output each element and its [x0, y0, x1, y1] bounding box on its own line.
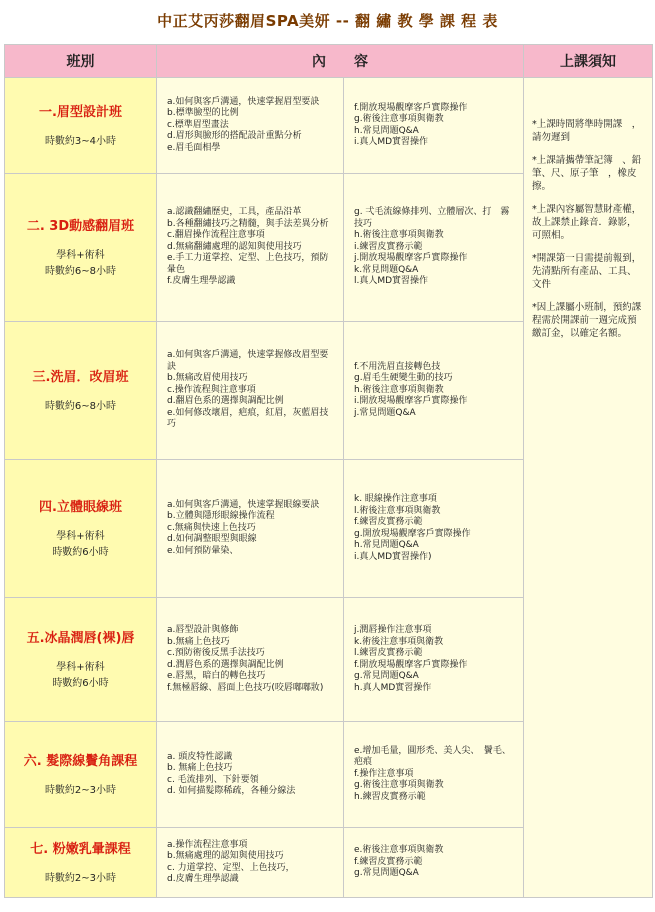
course-hours: 時數約6~8小時: [44, 401, 117, 412]
course-content-left: [157, 322, 344, 460]
course-name: 五.冰晶潤唇(裸)唇: [26, 631, 135, 646]
page-title: 中正艾丙莎翻眉SPA美妍 -- 翻 繡 教 學 課 程 表: [157, 12, 498, 30]
content-item: a.如何與客戶溝通，快速掌握眉型要訣: [167, 96, 320, 107]
content-item: b.無痛處理的認知與使用技巧: [167, 851, 284, 861]
content-item: j.常見問題Q&A: [354, 407, 416, 418]
content-item: b. 無痛上色技巧: [167, 763, 233, 773]
content-item: d.無痛翻繡處理的認知與使用技巧: [167, 241, 302, 252]
content-item: f.開放現場觀摩客戶實際操作: [354, 102, 468, 113]
course-content-right: [344, 322, 524, 460]
content-item: d.皮膚生理學認識: [167, 874, 239, 884]
content-item: d. 如何描髮際稀疏，各種分線法: [167, 786, 296, 796]
course-class-cell: [5, 78, 157, 174]
note-item: *因上課屬小班制，預約課程需於開課前一週完成預繳訂金，以確定名額。: [532, 302, 642, 339]
header-class: 班別: [5, 45, 157, 78]
course-name: 七. 粉嫩乳暈課程: [30, 842, 131, 857]
content-item: f.無極唇線、唇面上色技巧(咬唇嘟嘟妝): [167, 682, 324, 693]
content-item: g.常見問題Q&A: [354, 868, 419, 879]
content-item: h.練習皮實務示範: [354, 791, 426, 802]
course-class-cell: [5, 598, 157, 722]
note-item: *開課第一日需提前報到，先清點所有產品、工具、文件: [532, 253, 642, 290]
content-item: k. 眼線操作注意事項: [354, 494, 437, 504]
notes-cell: [524, 78, 653, 898]
course-name: 三.洗眉．改眉班: [32, 370, 129, 385]
content-item: a.唇型設計與修飾: [167, 625, 239, 635]
course-content-left: [157, 722, 344, 828]
content-item: c. 力道掌控、定型、上色技巧，: [167, 862, 295, 873]
content-item: g.術後注意事項與衛教: [354, 114, 444, 124]
content-item: e.如何修改壞眉，疤痕，紅眉，灰藍眉技巧: [167, 407, 329, 430]
content-item: l.真人MD實習操作: [354, 276, 429, 287]
course-content-right: [344, 78, 524, 174]
content-item: g. 弌毛流線條排列、立體層次、打 霧技巧: [354, 207, 510, 229]
content-item: d.潤唇色系的選擇與調配比例: [167, 659, 284, 670]
content-item: k.術後注意事項與衛教: [354, 636, 444, 647]
content-item: l.練習皮實務示範: [354, 648, 423, 658]
content-item: g.開放現場觀摩客戶實際操作: [354, 528, 471, 539]
course-hours: 時數約6小時: [52, 678, 109, 689]
course-content-right: [344, 598, 524, 722]
content-item: a.如何與客戶溝通，快速掌握眼線要訣: [167, 499, 320, 510]
course-class-cell: [5, 828, 157, 898]
header-content: 內 容: [157, 45, 524, 78]
course-subject: 學科+術科: [56, 250, 105, 261]
content-item: h.真人MD實習操作: [354, 682, 432, 693]
course-name: 四.立體眼線班: [39, 500, 122, 515]
content-item: c. 毛流排列、下針要領: [167, 774, 259, 785]
content-item: a.如何與客戶溝通，快速掌握修改眉型要訣: [167, 350, 329, 372]
content-item: g.術後注意事項與衛教: [354, 780, 444, 791]
content-item: h.常見問題Q&A: [354, 540, 419, 550]
course-name: 一.眉型設計班: [39, 105, 122, 120]
content-item: b.立體與隱形眼線操作流程: [167, 511, 275, 522]
content-item: b.標準臉型的比例: [167, 108, 239, 119]
content-item: i.開放現場觀摩客戶實際操作: [354, 396, 468, 407]
content-item: d.眉形與臉形的搭配設計重點分析: [167, 131, 302, 142]
course-hours: 時數約2~3小時: [44, 785, 117, 796]
content-item: c.無痛與快速上色技巧: [167, 522, 256, 533]
content-item: e.增加毛量，圓形禿、美人尖、 鬢毛、疤痕: [354, 745, 511, 768]
course-name: 二. 3D動感翻眉班: [26, 219, 135, 234]
course-hours: 時數約6小時: [52, 547, 109, 558]
content-item: h.常見問題Q&A: [354, 125, 419, 136]
course-class-cell: [5, 174, 157, 322]
content-item: e.如何預防暈染、: [167, 545, 239, 556]
content-item: d.如何調整眼型與眼線: [167, 534, 257, 545]
content-item: i.真人MD實習操作: [354, 137, 429, 147]
content-item: i.真人MD實習操作): [354, 551, 432, 562]
content-item: a.認識翻繡歷史，工具，產品沿革: [167, 207, 302, 218]
content-item: f.皮膚生理學認識: [167, 276, 236, 287]
course-hours: 時數約6~8小時: [44, 266, 117, 277]
content-item: f.不用洗眉直接轉色技: [354, 361, 441, 372]
content-item: j.潤唇操作注意事項: [354, 625, 432, 635]
course-content-left: [157, 598, 344, 722]
content-item: a.操作流程注意事項: [167, 839, 248, 850]
content-item: h.術後注意事項與衛教: [354, 384, 444, 395]
content-item: j.開放現場觀摩客戶實際操作: [354, 253, 468, 264]
course-content-left: [157, 828, 344, 898]
course-hours: 時數約3~4小時: [44, 136, 117, 147]
course-hours: 時數約2~3小時: [44, 873, 117, 884]
content-item: f.練習皮實務示範: [354, 517, 423, 527]
course-class-cell: [5, 322, 157, 460]
content-item: g.常見問題Q&A: [354, 671, 419, 681]
note-item: *上課內容屬智慧財產權，故上課禁止錄音．錄影，可照相。: [532, 204, 642, 241]
note-item: *上課請攜帶筆記簿 、鉛筆、尺、原子筆 ，橡皮擦。: [532, 155, 642, 192]
content-item: d.翻眉色系的選擇與調配比例: [167, 396, 284, 407]
course-content-right: [344, 722, 524, 828]
course-subject: 學科+術科: [56, 531, 105, 542]
content-item: b.無痛改眉使用技巧: [167, 373, 248, 384]
content-item: e.眉毛面相學: [167, 142, 221, 153]
course-content-left: [157, 460, 344, 598]
course-content-right: [344, 828, 524, 898]
content-item: g.眉毛生硬變生動的技巧: [354, 373, 453, 384]
content-item: b.無痛上色技巧: [167, 636, 230, 647]
content-item: c.操作流程與注意事項: [167, 384, 256, 395]
course-row: [5, 78, 653, 174]
content-item: k.常見問題Q&A: [354, 264, 419, 275]
course-content-left: [157, 78, 344, 174]
table-header-row: [5, 45, 653, 78]
content-item: c.翻眉操作流程注意事項: [167, 230, 265, 241]
course-class-cell: [5, 460, 157, 598]
course-class-cell: [5, 722, 157, 828]
content-item: f.練習皮實務示範: [354, 856, 423, 867]
content-item: e.唇黑，暗白的轉色技巧: [167, 671, 266, 681]
content-item: b.各種翻繡技巧之精髓，與手法差異分析: [167, 218, 329, 229]
header-notes: 上課須知: [524, 45, 653, 78]
course-content-right: [344, 174, 524, 322]
content-item: e.手工力道掌控、定型、上色技巧，預防暈色: [167, 253, 329, 275]
course-name: 六. 髮際線鬢角課程: [23, 754, 138, 769]
course-table: [4, 44, 653, 898]
content-item: l.術後注意事項與衛教: [354, 505, 441, 516]
course-content-right: [344, 460, 524, 598]
content-item: c.標準眉型畫法: [167, 119, 229, 130]
course-subject: 學科+術科: [56, 662, 105, 673]
content-item: f.操作注意事項: [354, 768, 414, 779]
note-item: *上課時間將準時開課 ，請勿遲到: [532, 119, 642, 143]
content-item: f.開放現場觀摩客戶實際操作: [354, 659, 468, 670]
course-content-left: [157, 174, 344, 322]
content-item: a. 頭皮特性認識: [167, 751, 233, 762]
content-item: h.術後注意事項與衛教: [354, 230, 444, 241]
content-item: c.預防術後反黑手法技巧: [167, 648, 265, 658]
content-item: e.術後注意事項與衛教: [354, 845, 444, 856]
content-item: i.練習皮實務示範: [354, 241, 423, 252]
